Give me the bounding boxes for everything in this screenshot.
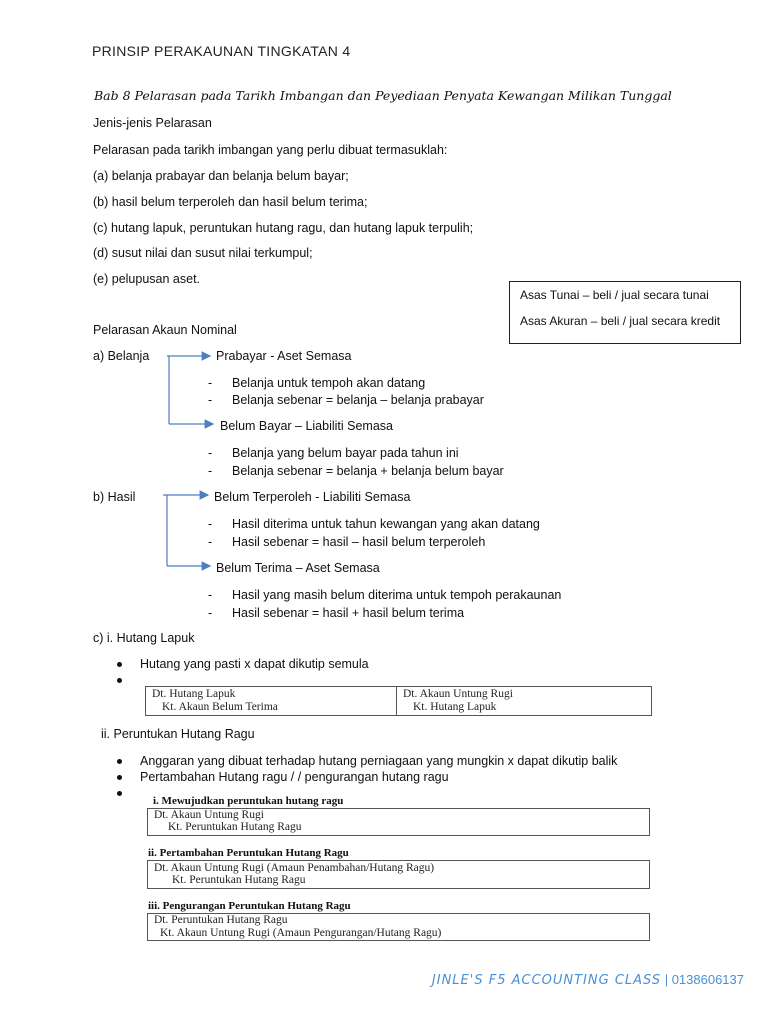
entry-title: ii. Pertambahan Peruntukan Hutang Ragu: [148, 847, 349, 859]
entry-line: Kt. Peruntukan Hutang Ragu: [172, 874, 306, 886]
expense-label: a) Belanja: [93, 349, 150, 363]
bullet-text: Anggaran yang dibuat terhadap hutang perniagaan yang mungkin x dapat dikutip balik: [140, 754, 618, 768]
bullet-icon: [117, 759, 122, 764]
list-item: (c) hutang lapuk, peruntukan hutang ragu, dan hutang lapuk terpulih;: [93, 221, 474, 235]
types-title: Jenis-jenis Pelarasan: [93, 116, 212, 130]
receivable-heading: Belum Terima – Aset Semasa: [216, 561, 380, 575]
entry-line: Kt. Akaun Belum Terima: [162, 701, 278, 713]
entry-title: iii. Pengurangan Peruntukan Hutang Ragu: [148, 900, 351, 912]
bullet-icon: [117, 662, 122, 667]
table-cell-left: [146, 687, 397, 715]
entry-title: i. Mewujudkan peruntukan hutang ragu: [153, 795, 344, 807]
income-label: b) Hasil: [93, 490, 136, 504]
point-text: Hasil yang masih belum diterima untuk tempoh perakaunan: [232, 588, 562, 602]
page-header: PRINSIP PERAKAUNAN TINGKATAN 4: [92, 43, 351, 59]
bad-debt-table: [145, 686, 652, 716]
footer-separator: |: [661, 972, 672, 987]
entry-line: Kt. Hutang Lapuk: [413, 701, 497, 713]
entry-line: Dt. Akaun Untung Rugi: [154, 809, 264, 821]
footer: [432, 972, 744, 988]
bullet-icon: [117, 791, 122, 796]
unearned-heading: Belum Terperoleh - Liabiliti Semasa: [214, 490, 411, 504]
nominal-title: Pelarasan Akaun Nominal: [93, 323, 237, 337]
point-text: Hasil diterima untuk tahun kewangan yang akan datang: [232, 517, 540, 531]
point-text: Belanja untuk tempoh akan datang: [232, 376, 426, 390]
bullet-text: Pertambahan Hutang ragu / / pengurangan hutang ragu: [140, 770, 449, 784]
point-text: Belanja sebenar = belanja – belanja prabayar: [232, 393, 484, 407]
point-text: Belanja sebenar = belanja + belanja belum bayar: [232, 464, 504, 478]
bad-debt-title: c) i. Hutang Lapuk: [93, 631, 195, 645]
entry-line: Dt. Hutang Lapuk: [152, 688, 236, 700]
entry-line: Dt. Akaun Untung Rugi (Amaun Penambahan/Hutang Ragu): [154, 862, 435, 874]
journal-entry-box: [147, 913, 650, 941]
journal-entry-box: [147, 808, 650, 836]
table-cell-right: [397, 687, 651, 715]
chapter-title: Bab 8 Pelarasan pada Tarikh Imbangan dan Peyediaan Penyata Kewangan Milikan Tunggal: [94, 88, 672, 103]
prepaid-heading: Prabayar - Aset Semasa: [216, 349, 352, 363]
list-item: (b) hasil belum terperoleh dan hasil belum terima;: [93, 195, 368, 209]
bullet-icon: [117, 678, 122, 683]
dash: -: [208, 588, 213, 602]
list-item: (a) belanja prabayar dan belanja belum bayar;: [93, 169, 349, 183]
entry-line: Kt. Peruntukan Hutang Ragu: [168, 821, 302, 833]
cash-basis-text: Asas Tunai – beli / jual secara tunai: [520, 288, 709, 302]
dash: -: [208, 517, 213, 531]
footer-name: JINLE'S F5 ACCOUNTING CLASS: [431, 973, 662, 988]
point-text: Hasil sebenar = hasil – hasil belum terperoleh: [232, 535, 486, 549]
bullet-text: Hutang yang pasti x dapat dikutip semula: [140, 657, 369, 671]
dash: -: [208, 446, 213, 460]
dash: -: [208, 535, 213, 549]
entry-line: Dt. Peruntukan Hutang Ragu: [154, 914, 288, 926]
list-item: (e) pelupusan aset.: [93, 272, 201, 286]
dash: -: [208, 464, 213, 478]
footer-phone: 0138606137: [671, 972, 744, 987]
intro-text: Pelarasan pada tarikh imbangan yang perlu dibuat termasuklah:: [93, 143, 448, 157]
entry-line: Dt. Akaun Untung Rugi: [403, 688, 513, 700]
bullet-icon: [117, 775, 122, 780]
dash: -: [208, 376, 213, 390]
dash: -: [208, 393, 213, 407]
doubtful-debt-title: ii. Peruntukan Hutang Ragu: [101, 727, 255, 741]
accrual-basis-text: Asas Akuran – beli / jual secara kredit: [520, 314, 721, 328]
dash: -: [208, 606, 213, 620]
accrued-heading: Belum Bayar – Liabiliti Semasa: [220, 419, 393, 433]
journal-entry-box: [147, 860, 650, 889]
point-text: Hasil sebenar = hasil + hasil belum terima: [232, 606, 465, 620]
list-item: (d) susut nilai dan susut nilai terkumpul;: [93, 246, 313, 260]
entry-line: Kt. Akaun Untung Rugi (Amaun Pengurangan/Hutang Ragu): [160, 927, 442, 939]
point-text: Belanja yang belum bayar pada tahun ini: [232, 446, 459, 460]
